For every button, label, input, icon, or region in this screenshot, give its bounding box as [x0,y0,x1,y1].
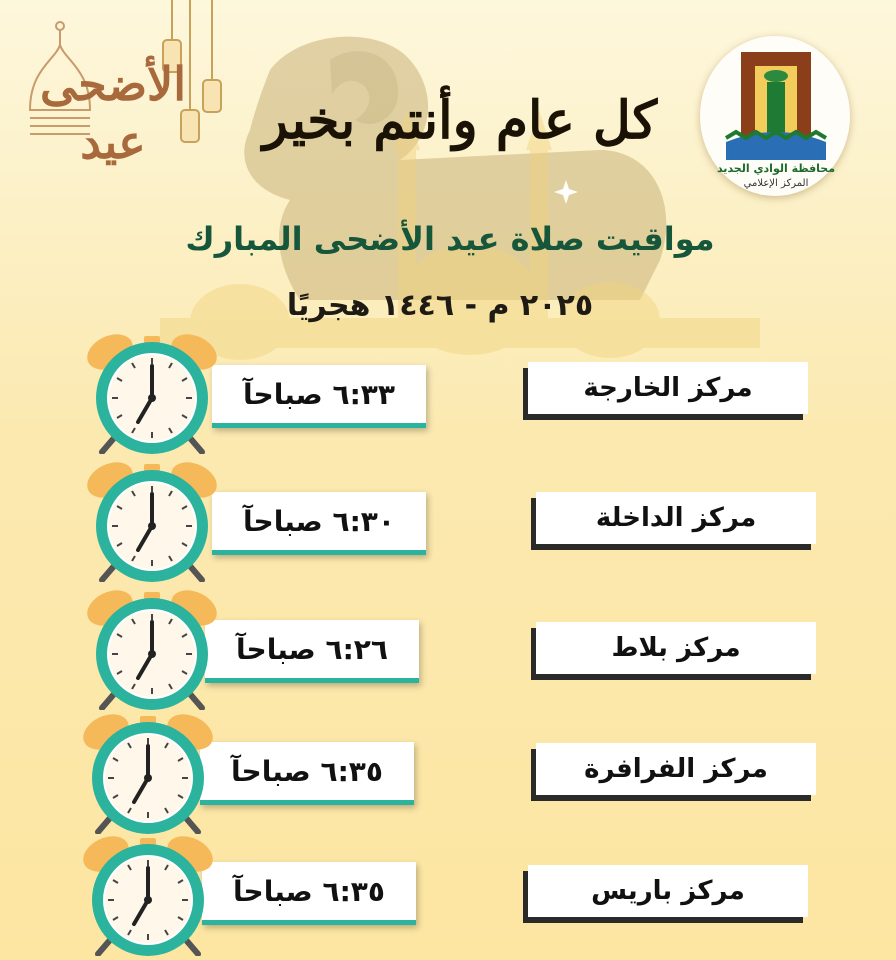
prayer-time: ٦:٣٥ صباحآ [202,862,416,925]
page-title: مواقيت صلاة عيد الأضحى المبارك [185,220,715,258]
prayer-time: ٦:٣٠ صباحآ [212,492,426,555]
alarm-clock-icon [82,332,222,454]
center-name: مركز الداخلة [536,492,816,544]
alarm-clock-icon [78,834,218,956]
logo-media-center: المركز الإعلامي [743,178,809,189]
center-name: مركز بلاط [536,622,816,674]
logo-emblem-icon [721,42,831,162]
center-name: مركز الفرافرة [536,743,816,795]
eid-adha-calligraphy [18,55,208,171]
prayer-time: ٦:٣٥ صباحآ [200,742,414,805]
alarm-clock-icon [82,588,222,710]
alarm-clock-icon [78,712,218,834]
eid-art-line2: عيد [80,115,146,169]
eid-art-line1: الأضحى [39,57,187,111]
page-subtitle: ٢٠٢٥ م - ١٤٤٦ هجريًا [286,288,594,323]
prayer-time: ٦:٣٣ صباحآ [212,365,426,428]
center-name: مركز الخارجة [528,362,808,414]
logo-governorate-name: محافظة الوادي الجديد [716,162,836,175]
greeting-calligraphy: كل عام وأنتم بخير [262,90,658,151]
center-name: مركز باريس [528,865,808,917]
alarm-clock-icon [82,460,222,582]
prayer-time: ٦:٢٦ صباحآ [205,620,419,683]
